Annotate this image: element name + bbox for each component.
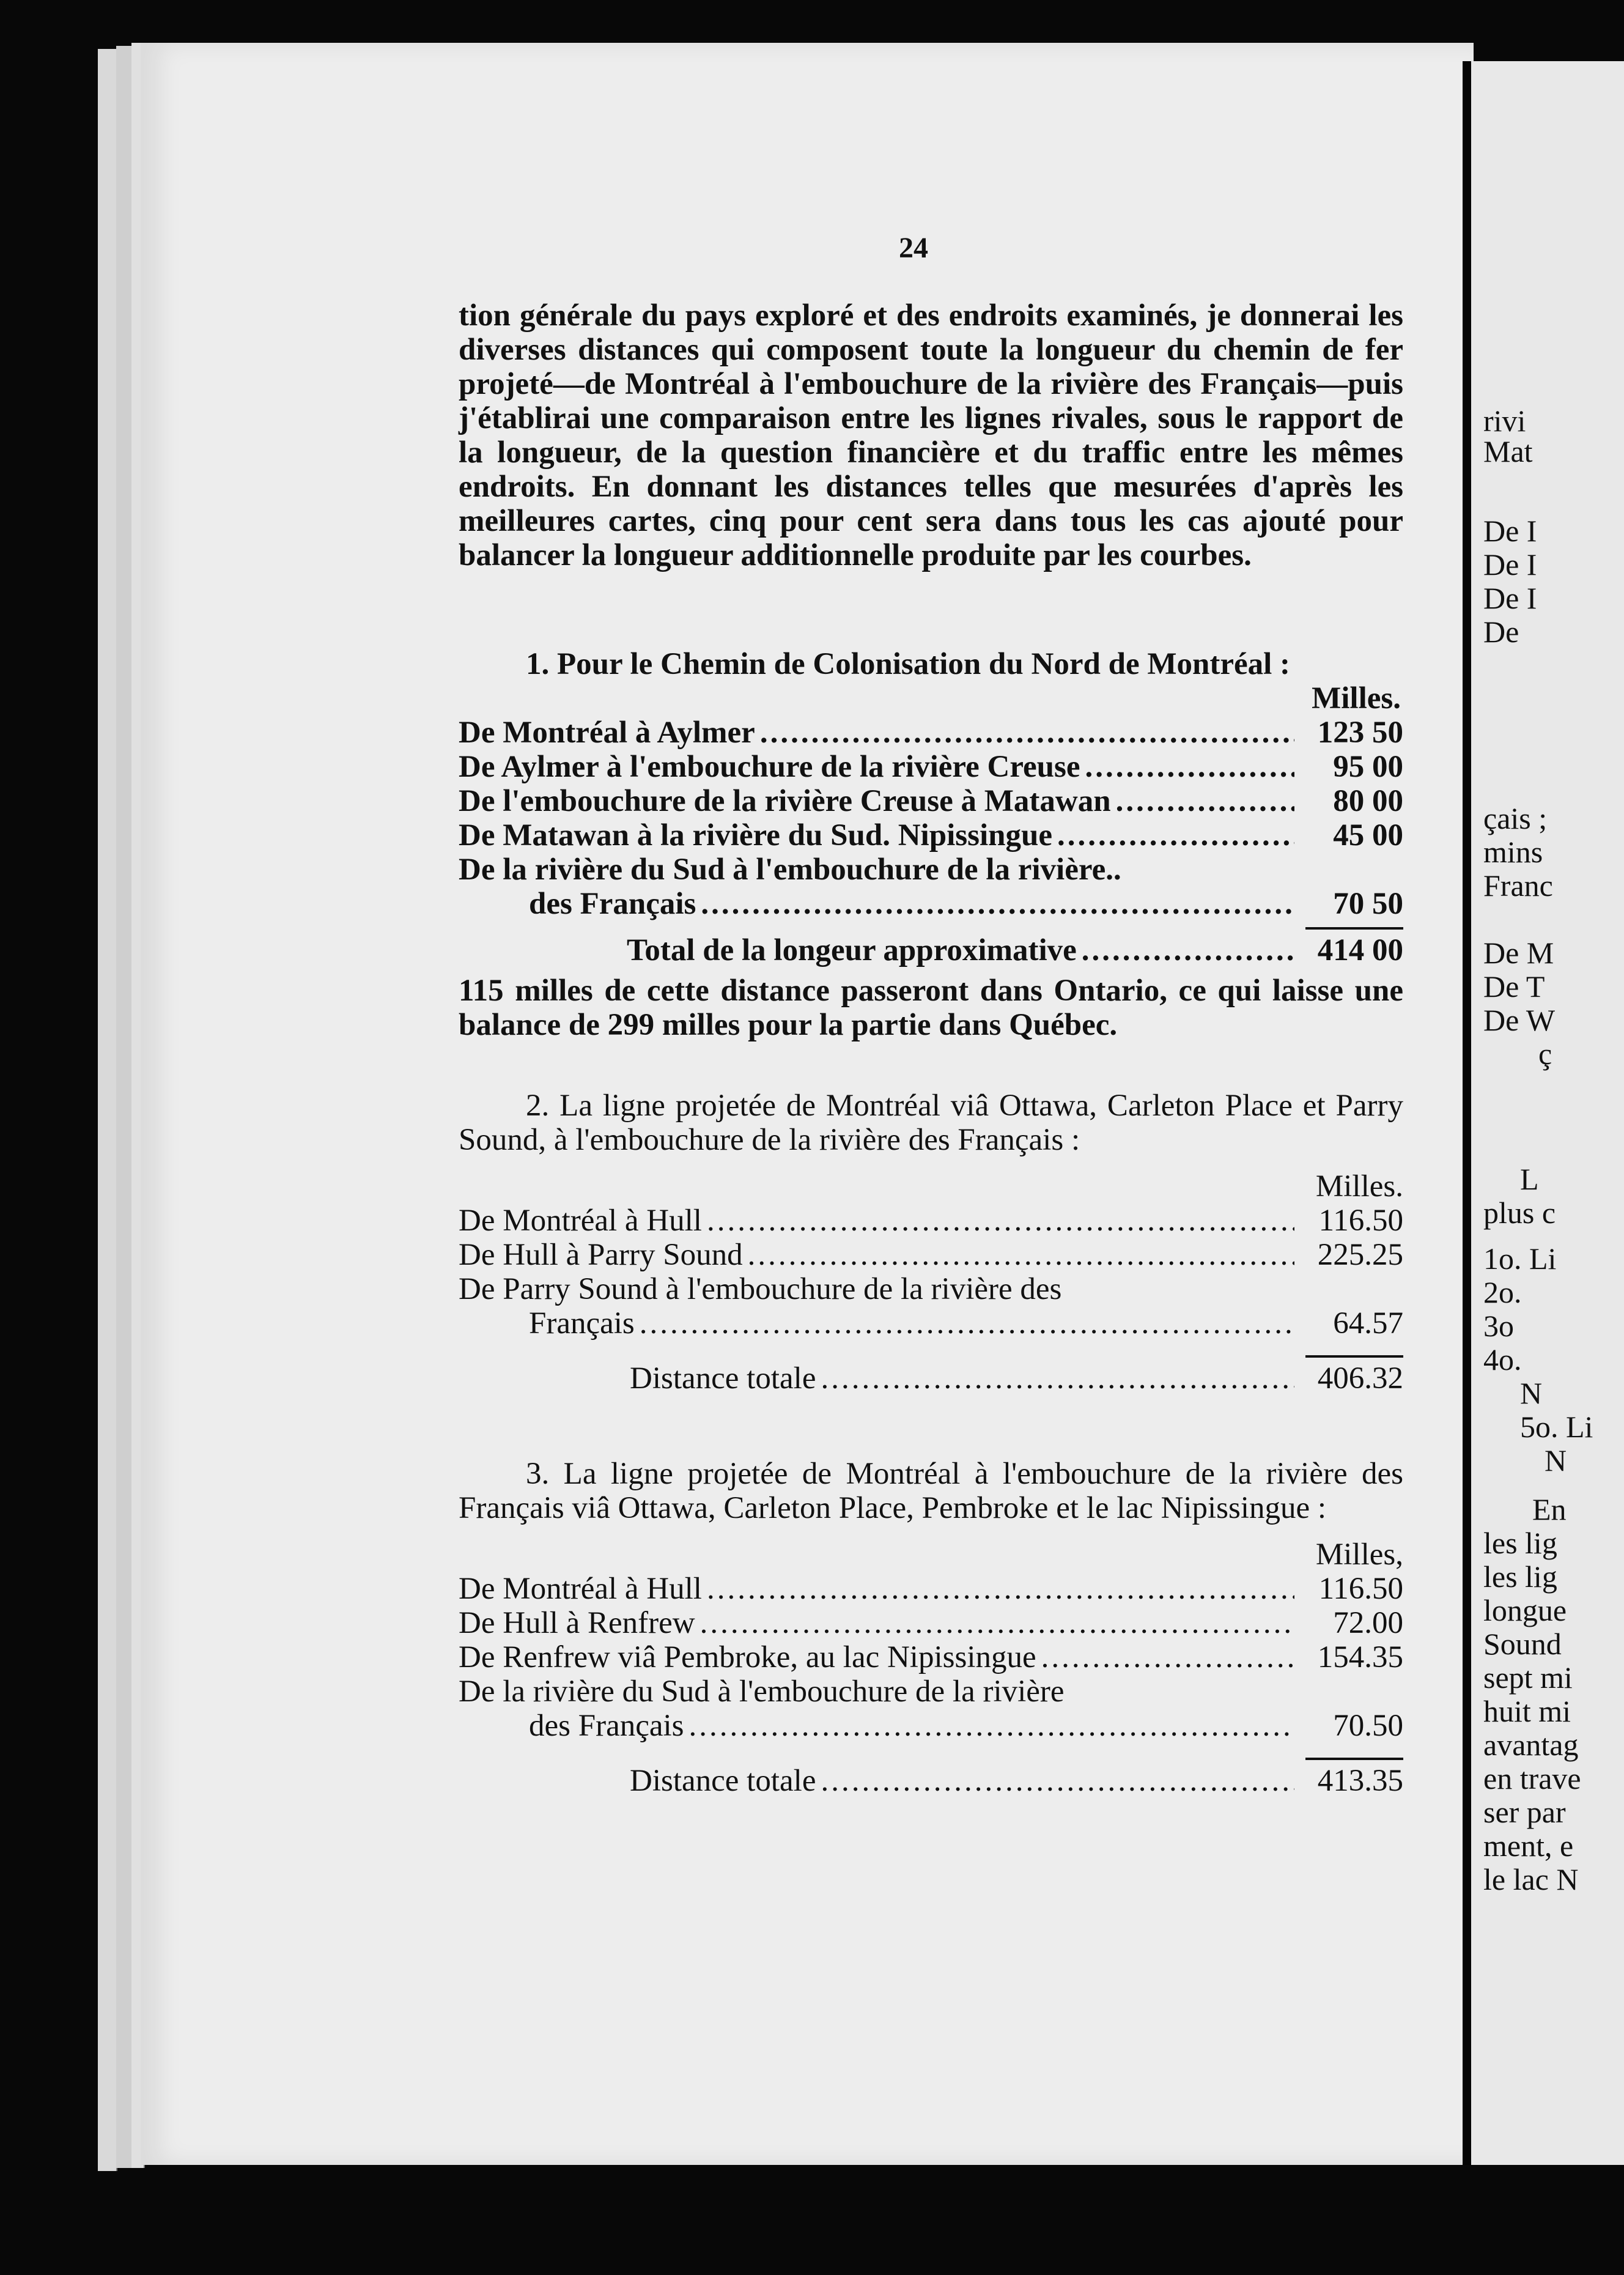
right-fragment: ç xyxy=(1538,1037,1552,1071)
distance-value: 64.57 xyxy=(1333,1306,1403,1341)
distance-row xyxy=(459,716,1403,750)
right-fragment: Mat xyxy=(1483,434,1533,468)
right-fragment: De T xyxy=(1483,969,1545,1004)
right-fragment: N xyxy=(1545,1443,1567,1478)
distance-row xyxy=(459,784,1403,818)
right-fragment: en trave xyxy=(1483,1761,1581,1796)
right-fragment: rivi xyxy=(1483,404,1526,438)
right-fragment: Sound xyxy=(1483,1627,1562,1661)
right-fragment: les lig xyxy=(1483,1559,1557,1594)
distance-value: 70.50 xyxy=(1333,1709,1403,1743)
section-2 xyxy=(459,1089,1403,1396)
distance-value: 116.50 xyxy=(1318,1572,1403,1606)
distance-label: De Renfrew viâ Pembroke, au lac Nipissingue xyxy=(459,1640,1036,1674)
distance-value: 123 50 xyxy=(1317,716,1403,750)
page-number: 24 xyxy=(899,232,928,264)
miles-unit-label: Milles. xyxy=(1312,681,1401,716)
right-fragment: De M xyxy=(1483,936,1554,970)
intro-paragraph: tion générale du pays exploré et des endroits examinés, je donnerai les diverses distances qui composent toute la longueur du chemin de fer projeté—de Montréal à l'embouchure de la rivière des Français—puis j'établirai une comparaison entre les lignes rivales, sous le rapport de la longueur, de la question financière et du traffic entre les mêmes endroits. En donnant les distances telles que mesurées d'après les meilleures cartes, cinq pour cent sera dans tous les cas ajouté pour balancer la longueur additionnelle produite par les courbes. xyxy=(459,298,1403,572)
right-fragment: çais ; xyxy=(1483,801,1548,835)
distance-label: De Hull à Parry Sound xyxy=(459,1238,743,1272)
right-fragment: huit mi xyxy=(1483,1694,1571,1728)
leader-dots xyxy=(1116,784,1294,818)
total-value: 413.35 xyxy=(1317,1764,1403,1798)
distance-row xyxy=(459,818,1403,853)
leader-dots xyxy=(700,1606,1294,1640)
right-fragment: 3o xyxy=(1483,1309,1514,1343)
section-3-heading: 3. La ligne projetée de Montréal à l'embouchure de la rivière des Français viâ Ottawa, Carleton Place, Pembroke et le lac Nipissingue : xyxy=(459,1457,1403,1525)
distance-label: des Français xyxy=(529,887,696,921)
right-fragment: Franc xyxy=(1483,868,1553,903)
miles-unit-label: Milles. xyxy=(1315,1169,1403,1204)
distance-value: 116.50 xyxy=(1318,1204,1403,1238)
distance-label: De Aylmer à l'embouchure de la rivière Creuse xyxy=(459,750,1080,784)
right-fragment: avantag xyxy=(1483,1728,1579,1762)
right-fragment: 4o. xyxy=(1483,1342,1522,1377)
distance-label: De Parry Sound à l'embouchure de la rivière des xyxy=(459,1272,1062,1306)
right-fragment: De I xyxy=(1483,514,1537,548)
total-row xyxy=(459,1764,1403,1798)
distance-value: 45 00 xyxy=(1333,818,1403,853)
right-fragment: plus c xyxy=(1483,1196,1556,1230)
distance-value: 154.35 xyxy=(1317,1640,1403,1674)
total-label: Distance totale xyxy=(630,1764,816,1798)
distance-row xyxy=(459,1709,1403,1743)
leader-dots xyxy=(701,887,1294,921)
distance-row xyxy=(459,1606,1403,1640)
distance-label: De la rivière du Sud à l'embouchure de la rivière xyxy=(459,1674,1065,1709)
leader-dots xyxy=(707,1572,1294,1606)
distance-label: De l'embouchure de la rivière Creuse à Matawan xyxy=(459,784,1111,818)
leader-dots xyxy=(821,1764,1294,1798)
leader-dots xyxy=(760,716,1294,750)
total-label: Distance totale xyxy=(630,1361,816,1396)
total-value: 414 00 xyxy=(1317,933,1403,967)
sum-rule xyxy=(1305,1758,1403,1760)
right-fragment: longue xyxy=(1483,1593,1567,1627)
distance-label: des Français xyxy=(529,1709,684,1743)
section-1 xyxy=(459,647,1403,1042)
right-fragment: le lac N xyxy=(1483,1862,1579,1896)
distance-value: 225.25 xyxy=(1317,1238,1403,1272)
total-row xyxy=(459,1361,1403,1396)
leader-dots xyxy=(748,1238,1294,1272)
right-fragment: De I xyxy=(1483,547,1537,582)
right-fragment: N xyxy=(1520,1376,1543,1410)
right-fragment: En xyxy=(1532,1492,1567,1526)
leader-dots xyxy=(821,1361,1294,1396)
distance-row xyxy=(459,1640,1403,1674)
total-value: 406.32 xyxy=(1317,1361,1403,1396)
sum-rule xyxy=(1305,927,1403,930)
right-fragment: mins xyxy=(1483,835,1543,869)
section-3 xyxy=(459,1457,1403,1798)
distance-row xyxy=(459,1204,1403,1238)
distance-row xyxy=(459,1306,1403,1341)
right-fragment: sept mi xyxy=(1483,1660,1573,1695)
leader-dots xyxy=(1085,750,1294,784)
distance-label: De Matawan à la rivière du Sud. Nipissingue xyxy=(459,818,1052,853)
distance-label: De Hull à Renfrew xyxy=(459,1606,695,1640)
distance-label: De la rivière du Sud à l'embouchure de la rivière.. xyxy=(459,853,1121,887)
distance-label: De Montréal à Aylmer xyxy=(459,716,755,750)
distance-row xyxy=(459,750,1403,784)
distance-label: Français xyxy=(529,1306,635,1341)
leader-dots xyxy=(689,1709,1294,1743)
distance-value: 95 00 xyxy=(1333,750,1403,784)
leader-dots xyxy=(1041,1640,1294,1674)
leader-dots xyxy=(707,1204,1294,1238)
right-page xyxy=(1471,61,1624,2165)
leader-dots xyxy=(1057,818,1294,853)
right-fragment: ser par xyxy=(1483,1795,1566,1829)
distance-row xyxy=(459,1572,1403,1606)
distance-row xyxy=(459,887,1403,921)
miles-unit-label: Milles, xyxy=(1315,1537,1403,1572)
right-fragment: De I xyxy=(1483,581,1537,615)
book-gutter xyxy=(1463,61,1471,2165)
right-fragment: 1o. Li xyxy=(1483,1241,1557,1276)
distance-value: 80 00 xyxy=(1333,784,1403,818)
right-fragment: De W xyxy=(1483,1003,1556,1037)
right-fragment: 5o. Li xyxy=(1520,1410,1593,1444)
right-fragment: ment, e xyxy=(1483,1829,1574,1863)
distance-label: De Montréal à Hull xyxy=(459,1572,702,1606)
distance-value: 70 50 xyxy=(1333,887,1403,921)
distance-row xyxy=(459,1238,1403,1272)
leader-dots xyxy=(640,1306,1294,1341)
page-stack-edge xyxy=(116,46,133,2168)
section-1-note: 115 milles de cette distance passeront dans Ontario, ce qui laisse une balance de 299 milles pour la partie dans Québec. xyxy=(459,974,1403,1042)
right-fragment: L xyxy=(1520,1162,1539,1196)
section-2-heading: 2. La ligne projetée de Montréal viâ Ottawa, Carleton Place et Parry Sound, à l'embouchure de la rivière des Français : xyxy=(459,1089,1403,1157)
page-stack-edge xyxy=(98,49,117,2171)
distance-value: 72.00 xyxy=(1333,1606,1403,1640)
distance-label: De Montréal à Hull xyxy=(459,1204,702,1238)
section-1-heading: 1. Pour le Chemin de Colonisation du Nord de Montréal : xyxy=(526,647,1290,681)
sum-rule xyxy=(1305,1355,1403,1358)
right-fragment: les lig xyxy=(1483,1526,1557,1560)
right-fragment: De xyxy=(1483,615,1519,649)
leader-dots xyxy=(1082,933,1294,967)
right-fragment: 2o. xyxy=(1483,1275,1522,1309)
total-label: Total de la longeur approximative xyxy=(627,933,1077,967)
total-row xyxy=(459,933,1403,967)
